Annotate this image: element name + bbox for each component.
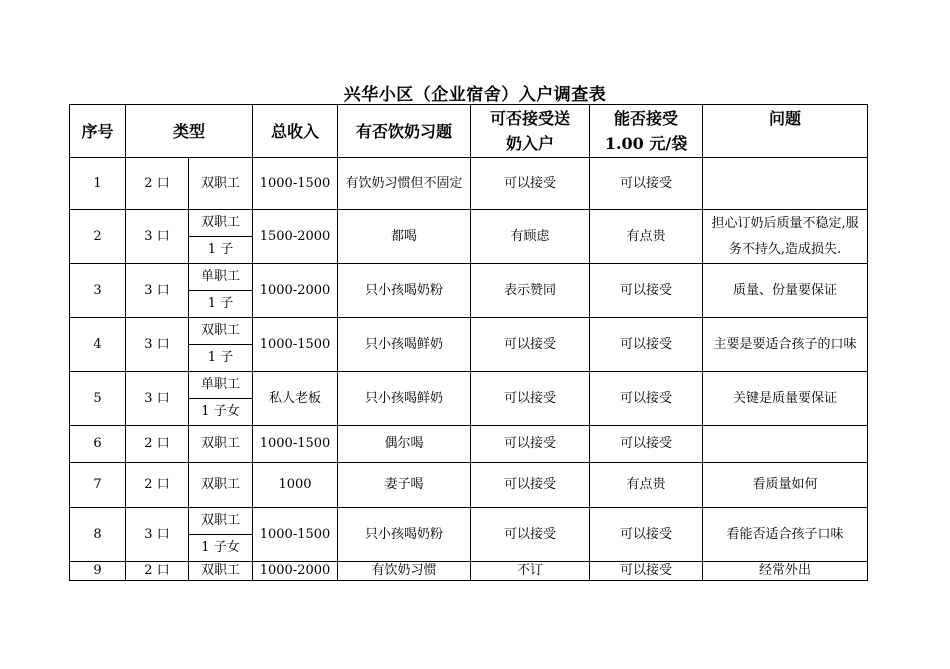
row-income: 1000-1500: [253, 508, 338, 562]
row-delivery: 可以接受: [471, 158, 590, 210]
row-habit: 只小孩喝奶粉: [338, 264, 471, 318]
table-row: [70, 264, 868, 291]
row-price: 有点贵: [590, 210, 703, 264]
survey-table: [69, 104, 868, 581]
row-no: 3: [70, 264, 126, 318]
row-price: 可以接受: [590, 372, 703, 426]
row-type-child: 1 子: [189, 345, 253, 372]
row-no: 6: [70, 426, 126, 463]
row-issue: 主要是要适合孩子的口味: [703, 318, 868, 372]
row-no: 4: [70, 318, 126, 372]
row-delivery: 表示赞同: [471, 264, 590, 318]
row-issue: [703, 426, 868, 463]
row-type: 双职工: [189, 426, 253, 463]
row-income: 1000-1500: [253, 318, 338, 372]
row-type: 双职工: [189, 158, 253, 210]
row-habit: 只小孩喝鲜奶: [338, 318, 471, 372]
table-row: [70, 158, 868, 210]
header-delivery-line1: 可否接受送: [490, 109, 571, 128]
row-size: 3 口: [126, 508, 189, 562]
row-issue: 经常外出: [703, 562, 868, 581]
row-delivery: 可以接受: [471, 318, 590, 372]
row-habit: 妻子喝: [338, 463, 471, 508]
row-no: 9: [70, 562, 126, 581]
row-size: 3 口: [126, 318, 189, 372]
row-income: 私人老板: [253, 372, 338, 426]
table-row: [70, 463, 868, 508]
row-price: 可以接受: [590, 264, 703, 318]
row-issue: 质量、份量要保证: [703, 264, 868, 318]
row-size: 2 口: [126, 463, 189, 508]
row-no: 8: [70, 508, 126, 562]
row-price: 可以接受: [590, 158, 703, 210]
row-income: 1000-2000: [253, 264, 338, 318]
row-price: 可以接受: [590, 562, 703, 581]
row-income: 1000-1500: [253, 426, 338, 463]
row-issue: 关键是质量要保证: [703, 372, 868, 426]
row-size: 2 口: [126, 562, 189, 581]
table-row: [70, 562, 868, 581]
row-type: 单职工: [189, 264, 253, 291]
header-habit: 有否饮奶习题: [338, 105, 471, 158]
row-no: 2: [70, 210, 126, 264]
row-type: 双职工: [189, 508, 253, 535]
row-price: 可以接受: [590, 426, 703, 463]
row-habit: 有饮奶习惯但不固定: [338, 158, 471, 210]
row-type-child: 1 子女: [189, 535, 253, 562]
row-habit: 只小孩喝奶粉: [338, 508, 471, 562]
header-delivery: [471, 105, 590, 158]
row-delivery: 有顾虑: [471, 210, 590, 264]
row-size: 2 口: [126, 158, 189, 210]
row-habit: 只小孩喝鲜奶: [338, 372, 471, 426]
row-habit: 有饮奶习惯: [338, 562, 471, 581]
header-price-line1: 能否接受: [614, 109, 679, 128]
header-price: [590, 105, 703, 158]
row-type: 双职工: [189, 562, 253, 581]
row-size: 3 口: [126, 264, 189, 318]
row-delivery: 可以接受: [471, 463, 590, 508]
row-delivery: 不订: [471, 562, 590, 581]
header-type: 类型: [126, 105, 253, 158]
document-title: 兴华小区（企业宿舍）入户调查表: [343, 85, 607, 105]
row-size: 3 口: [126, 372, 189, 426]
row-issue: 看质量如何: [703, 463, 868, 508]
table-header-row: [70, 105, 868, 158]
row-type: 双职工: [189, 210, 253, 237]
header-price-line2: 1.00 元/袋: [604, 134, 688, 153]
row-income: 1000: [253, 463, 338, 508]
row-type-child: 1 子: [189, 291, 253, 318]
header-income: 总收入: [253, 105, 338, 158]
row-price: 可以接受: [590, 508, 703, 562]
row-income: 1000-1500: [253, 158, 338, 210]
row-delivery: 可以接受: [471, 426, 590, 463]
table-row: [70, 508, 868, 535]
table-row: [70, 210, 868, 237]
row-type: 双职工: [189, 463, 253, 508]
row-issue: 看能否适合孩子口味: [703, 508, 868, 562]
row-type: 单职工: [189, 372, 253, 399]
row-price: 可以接受: [590, 318, 703, 372]
row-issue: [703, 158, 868, 210]
row-type: 双职工: [189, 318, 253, 345]
row-delivery: 可以接受: [471, 372, 590, 426]
row-no: 5: [70, 372, 126, 426]
table-row: [70, 318, 868, 345]
row-size: 2 口: [126, 426, 189, 463]
row-income: 1500-2000: [253, 210, 338, 264]
table-row: [70, 426, 868, 463]
row-type-child: 1 子女: [189, 399, 253, 426]
row-type-child: 1 子: [189, 237, 253, 264]
row-issue: 担心订奶后质量不稳定,服务不持久,造成损失.: [703, 210, 868, 264]
row-size: 3 口: [126, 210, 189, 264]
row-habit: 偶尔喝: [338, 426, 471, 463]
row-no: 1: [70, 158, 126, 210]
row-price: 有点贵: [590, 463, 703, 508]
table-row: [70, 372, 868, 399]
header-no: 序号: [70, 105, 126, 158]
header-delivery-line2: 奶入户: [506, 134, 555, 153]
header-issue: 问题: [703, 105, 868, 158]
row-delivery: 可以接受: [471, 508, 590, 562]
row-no: 7: [70, 463, 126, 508]
row-income: 1000-2000: [253, 562, 338, 581]
row-habit: 都喝: [338, 210, 471, 264]
